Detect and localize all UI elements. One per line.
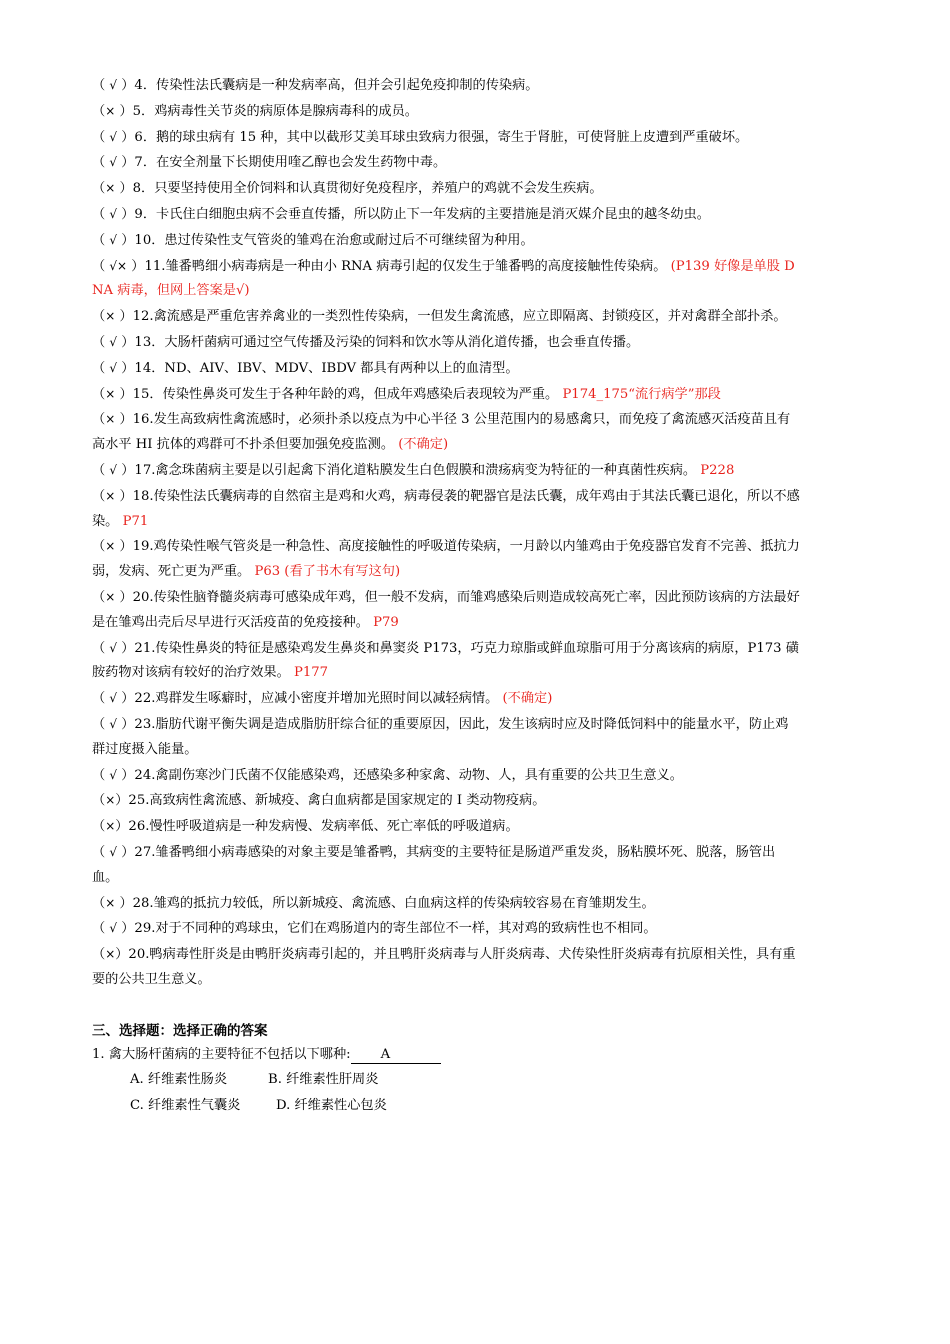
- tf-item: [92, 942, 800, 993]
- item-open-paren: （: [92, 258, 110, 274]
- answer-mark: ×: [105, 589, 116, 604]
- annotation-note: (不确定): [502, 691, 553, 707]
- item-text: 传染性鼻炎的特征是感染鸡发生鼻炎和鼻窦炎 P173，巧克力琼脂或鲜血琼脂可用于分离该病的病原，P173 磺胺药物对该病有较好的治疗效果。: [92, 640, 799, 681]
- annotation-note: P228: [700, 462, 735, 478]
- tf-item: [92, 840, 800, 891]
- item-open-paren: （: [92, 716, 110, 732]
- item-open-paren: （: [92, 360, 110, 376]
- tf-item: [92, 534, 800, 585]
- annotation-note: P63 (看了书木有写这句): [254, 564, 401, 580]
- item-open-paren: （: [92, 334, 110, 350]
- item-open-paren: （: [92, 793, 106, 809]
- item-open-paren: （: [92, 895, 106, 911]
- answer-mark: ×: [105, 793, 116, 808]
- annotation-note: (P139 好像是单股 DNA 病毒，但网上答案是√): [92, 258, 795, 299]
- item-text: 卡氏住白细胞虫病不会垂直传播，所以防止下一年发病的主要措施是消灭媒介昆虫的越冬幼虫。: [156, 206, 710, 222]
- item-text: 患过传染性支气管炎的雏鸡在治愈或耐过后不可继续留为种用。: [164, 232, 534, 248]
- answer-mark: √: [109, 232, 118, 247]
- item-number: ）13．: [117, 334, 165, 350]
- item-open-paren: （: [92, 206, 110, 222]
- answer-mark: √: [109, 360, 118, 375]
- item-text: 雏番鸭细小病毒感染的对象主要是雏番鸭，其病变的主要特征是肠道严重发炎，肠粘膜坏死、脱落，肠管出血。: [92, 844, 776, 885]
- annotation-note: P174_175“流行病学”那段: [562, 386, 721, 402]
- answer-mark: ×: [105, 103, 116, 118]
- item-text: 传染性法氏囊病毒的自然宿主是鸡和火鸡，病毒侵袭的靶器官是法氏囊，成年鸡由于其法氏囊已退化，所以不感染。: [92, 488, 800, 529]
- item-number: ）12.: [115, 309, 154, 325]
- item-text: 高致病性禽流感、新城疫、禽白血病都是国家规定的 I 类动物疫病。: [149, 793, 546, 809]
- tf-item: [92, 176, 800, 202]
- tf-item: [92, 458, 800, 484]
- tf-item: [92, 73, 800, 99]
- item-text: 在安全剂量下长期使用喹乙醇也会发生药物中毒。: [156, 155, 447, 171]
- item-open-paren: （: [92, 640, 110, 656]
- answer-mark: ×: [105, 895, 116, 910]
- annotation-note: P71: [122, 513, 149, 529]
- item-text: 雏鸡的抵抗力较低，所以新城疫、禽流感、白血病这样的传染病较容易在育雏期发生。: [153, 895, 655, 911]
- item-open-paren: （: [92, 539, 106, 555]
- tf-item: [92, 202, 800, 228]
- item-number: ）18.: [115, 488, 154, 504]
- item-open-paren: （: [92, 412, 106, 428]
- answer-mark: √: [109, 691, 118, 706]
- item-open-paren: （: [92, 78, 110, 93]
- item-open-paren: （: [92, 819, 106, 835]
- tf-item: [92, 228, 800, 254]
- answer-mark: √: [109, 206, 118, 221]
- tf-item: [92, 788, 800, 814]
- item-number: ）9．: [117, 206, 157, 222]
- item-text: 雏番鸭细小病毒病是一种由小 RNA 病毒引起的仅发生于雏番鸭的高度接触性传染病。: [165, 258, 667, 274]
- item-number: ）17.: [117, 462, 156, 478]
- answer-mark: ×: [105, 488, 116, 503]
- answer-mark: √: [109, 334, 118, 349]
- item-number: ）26.: [115, 819, 150, 835]
- item-open-paren: （: [92, 691, 110, 707]
- item-text: 传染性法氏囊病是一种发病率高，但并会引起免疫抑制的传染病。: [156, 78, 539, 93]
- annotation-note: P177: [294, 665, 329, 681]
- options-row-1: [92, 1067, 800, 1093]
- item-text: 鹅的球虫病有 15 种，其中以截形艾美耳球虫致病力很强，寄生于肾脏，可使肾脏上皮遭到严重破坏。: [156, 129, 749, 145]
- item-open-paren: （: [92, 589, 106, 605]
- item-text: 鸡群发生啄癖时，应减小密度并增加光照时间以减轻病情。: [155, 691, 499, 707]
- answer-mark: √: [109, 462, 118, 477]
- item-number: ）4．: [117, 78, 157, 93]
- item-number: ）20.: [115, 947, 150, 963]
- tf-item: [92, 382, 800, 408]
- item-open-paren: （: [92, 488, 106, 504]
- item-open-paren: （: [92, 767, 110, 783]
- option-a: A. 纤维素性肠炎: [130, 1072, 228, 1088]
- item-number: ）27.: [117, 844, 156, 860]
- answer-mark: ×: [105, 412, 116, 427]
- item-open-paren: （: [92, 309, 106, 325]
- item-number: ）5．: [115, 103, 155, 119]
- item-number: ）29.: [117, 921, 156, 937]
- answer-mark: √: [109, 921, 118, 936]
- item-number: ）24.: [117, 767, 156, 783]
- tf-item: [92, 356, 800, 382]
- answer-mark: √: [109, 716, 118, 731]
- item-text: 慢性呼吸道病是一种发病慢、发病率低、死亡率低的呼吸道病。: [149, 819, 519, 835]
- options-row-2: [92, 1093, 800, 1119]
- item-number: ）22.: [117, 691, 156, 707]
- item-text: 鸡传染性喉气管炎是一种急性、高度接触性的呼吸道传染病，一月龄以内雏鸡由于免疫器官发育不完善、抵抗力弱，发病、死亡更为严重。: [92, 539, 800, 580]
- tf-item: [92, 916, 800, 942]
- answer-mark: √: [109, 844, 118, 859]
- item-open-paren: （: [92, 947, 106, 963]
- answer-mark: √: [109, 767, 118, 782]
- answer-mark: ×: [105, 819, 116, 834]
- item-number: ）14．: [117, 360, 165, 376]
- item-text: 发生高致病性禽流感时，必须扑杀以疫点为中心半径 3 公里范围内的易感禽只，而免疫了禽流感灭活疫苗且有高水平 HI 抗体的鸡群可不扑杀但要加强免疫监测。: [92, 412, 791, 453]
- item-number: ）11.: [127, 258, 166, 274]
- tf-item: [92, 686, 800, 712]
- document-page: [92, 73, 800, 1118]
- tf-item: [92, 407, 800, 458]
- item-text: 禽念珠菌病主要是以引起禽下消化道粘膜发生白色假膜和溃疡病变为特征的一种真菌性疾病。: [155, 462, 697, 478]
- item-text: 对于不同种的鸡球虫，它们在鸡肠道内的寄生部位不一样，其对鸡的致病性也不相同。: [155, 921, 657, 937]
- tf-item: [92, 763, 800, 789]
- answer-mark: √: [109, 155, 118, 170]
- item-number: ）7．: [117, 155, 157, 171]
- spacer: [92, 993, 800, 1017]
- item-number: ）19.: [115, 539, 154, 555]
- answer-mark: ×: [105, 386, 116, 401]
- item-open-paren: （: [92, 462, 110, 478]
- item-number: ）25.: [115, 793, 150, 809]
- tf-item: [92, 891, 800, 917]
- item-open-paren: （: [92, 232, 110, 248]
- item-text: 传染性鼻炎可发生于各种年龄的鸡，但成年鸡感染后表现较为严重。: [162, 386, 559, 402]
- item-text: 只要坚持使用全价饲料和认真贯彻好免疫程序，养殖户的鸡就不会发生疾病。: [154, 181, 603, 197]
- answer-mark: ×: [105, 309, 116, 324]
- item-number: ）21.: [117, 640, 156, 656]
- answer-mark: √×: [109, 258, 128, 273]
- item-text: ND、AIV、IBV、MDV、IBDV 都具有两种以上的血清型。: [164, 360, 519, 376]
- item-open-paren: （: [92, 844, 110, 860]
- tf-item: [92, 636, 800, 687]
- tf-item: [92, 150, 800, 176]
- item-text: 禽副伤寒沙门氏菌不仅能感染鸡，还感染多种家禽、动物、人，具有重要的公共卫生意义。: [155, 767, 683, 783]
- answer-mark: ×: [105, 539, 116, 554]
- answer-mark: ×: [105, 181, 116, 196]
- item-number: ）6．: [117, 129, 157, 145]
- question-1-text: 1. 禽大肠杆菌病的主要特征不包括以下哪种:: [92, 1046, 351, 1062]
- item-open-paren: （: [92, 103, 106, 119]
- annotation-note: P79: [373, 614, 399, 630]
- answer-mark: √: [109, 78, 118, 92]
- item-open-paren: （: [92, 129, 110, 145]
- tf-item: [92, 330, 800, 356]
- item-text: 传染性脑脊髓炎病毒可感染成年鸡，但一般不发病，而雏鸡感染后则造成较高死亡率，因此预防该病的方法最好是在雏鸡出壳后尽早进行灭活疫苗的免疫接种。: [92, 589, 800, 630]
- item-open-paren: （: [92, 181, 106, 197]
- item-number: ）10．: [117, 232, 165, 248]
- item-text: 大肠杆菌病可通过空气传播及污染的饲料和饮水等从消化道传播，也会垂直传播。: [164, 334, 640, 350]
- item-text: 鸡病毒性关节炎的病原体是腺病毒科的成员。: [154, 103, 418, 119]
- answer-mark: ×: [105, 947, 116, 962]
- annotation-note: (不确定): [398, 437, 449, 453]
- item-open-paren: （: [92, 921, 110, 937]
- item-text: 鸭病毒性肝炎是由鸭肝炎病毒引起的，并且鸭肝炎病毒与人肝炎病毒、犬传染性肝炎病毒有抗原相关性，具有重要的公共卫生意义。: [92, 947, 796, 987]
- tf-item: [92, 99, 800, 125]
- item-number: ）15．: [115, 386, 163, 402]
- item-number: ）20.: [115, 589, 154, 605]
- tf-item: [92, 304, 800, 330]
- answer-mark: √: [109, 129, 118, 144]
- item-number: ）16.: [115, 412, 154, 428]
- item-number: ）23.: [117, 716, 156, 732]
- option-b: B. 纤维素性肝周炎: [268, 1072, 379, 1088]
- tf-item: [92, 585, 800, 636]
- true-false-list: [92, 73, 800, 993]
- item-text: 禽流感是严重危害养禽业的一类烈性传染病，一但发生禽流感，应立即隔离、封锁疫区，并对禽群全部扑杀。: [153, 309, 787, 325]
- answer-mark: √: [109, 640, 118, 655]
- question-1: [92, 1043, 800, 1068]
- tf-item: [92, 125, 800, 151]
- answer-blank: A: [351, 1047, 441, 1064]
- option-c: C. 纤维素性气囊炎: [130, 1097, 241, 1113]
- item-open-paren: （: [92, 155, 110, 171]
- option-d: D. 纤维素性心包炎: [276, 1097, 387, 1113]
- item-number: ）8．: [115, 181, 155, 197]
- tf-item: [92, 814, 800, 840]
- item-text: 脂肪代谢平衡失调是造成脂肪肝综合征的重要原因，因此，发生该病时应及时降低饲料中的能量水平，防止鸡群过度摄入能量。: [92, 716, 789, 757]
- tf-item: [92, 484, 800, 535]
- tf-item: [92, 712, 800, 763]
- item-number: ）28.: [115, 895, 154, 911]
- item-open-paren: （: [92, 386, 106, 402]
- section-title: 三、选择题：选择正确的答案: [92, 1022, 268, 1039]
- tf-item: [92, 254, 800, 305]
